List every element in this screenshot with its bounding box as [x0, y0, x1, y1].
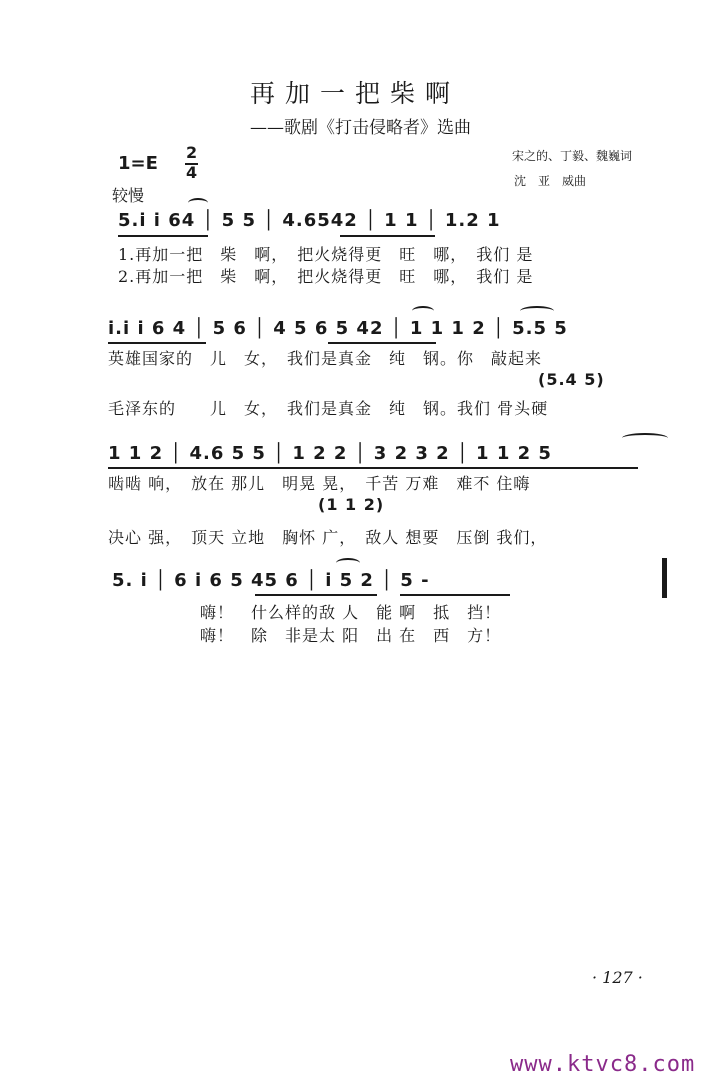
notation-line-4: 5. i │ 6 i 6 5 45 6 │ i 5 2 │ 5 - — [112, 570, 430, 591]
lyric-verse-1: 1.再加一把 柴 啊， 把火烧得更 旺 哪， 我们 是 — [118, 245, 534, 264]
page-title: 再加一把柴啊 — [249, 79, 460, 108]
composer-credit: 沈 亚 威曲 — [514, 174, 587, 188]
tie-slur — [188, 198, 208, 208]
alt-notes: (5.4 5) — [538, 370, 605, 389]
alt-notes: (1 1 2) — [318, 495, 385, 514]
notation-line-3: 1 1 2 │ 4.6 5 5 │ 1 2 2 │ 3 2 3 2 │ 1 1 2 5 — [108, 443, 552, 464]
underline-beat — [340, 235, 435, 237]
final-barline — [662, 558, 667, 598]
time-signature-denominator: 4 — [186, 163, 198, 182]
tie-slur — [336, 558, 360, 568]
notation-line-1: 5.i i 64 │ 5 5 │ 4.6542 │ 1 1 │ 1.2 1 — [118, 210, 501, 231]
tie-slur — [520, 306, 554, 316]
watermark-logo: www.ktvc8.com — [510, 1052, 696, 1077]
underline-beat — [400, 594, 510, 596]
time-signature-numerator: 2 — [186, 143, 198, 162]
lyricist-credit: 宋之的、丁毅、魏巍词 — [512, 149, 633, 163]
page-number: · 127 · — [592, 968, 643, 987]
lyric-verse-1: 嗨！ 什么样的敌 人 能 啊 抵 挡！ — [200, 603, 502, 622]
lyric-verse-2: 嗨！ 除 非是太 阳 出 在 西 方！ — [200, 626, 502, 645]
lyric-verse-1: 英雄国家的 儿 女， 我们是真金 纯 钢。你 敲起来 — [108, 349, 543, 368]
lyric-verse-2: 毛泽东的 儿 女， 我们是真金 纯 钢。我们 骨头硬 — [108, 399, 549, 418]
underline-beat — [108, 342, 206, 344]
notation-line-2: i.i i 6 4 │ 5 6 │ 4 5 6 5 42 │ 1 1 1 2 │ 5.5 5 — [108, 318, 568, 339]
underline-beat — [328, 342, 436, 344]
underline-beat — [118, 235, 208, 237]
key-signature: 1=E — [118, 153, 158, 174]
lyric-verse-2: 决心 强， 顶天 立地 胸怀 广， 敌人 想要 压倒 我们， — [108, 528, 548, 547]
underline-beat — [255, 594, 377, 596]
page-subtitle: ——歌剧《打击侵略者》选曲 — [250, 118, 471, 138]
tie-slur — [622, 433, 668, 443]
tempo-marking: 较慢 — [112, 186, 145, 205]
lyric-verse-2: 2.再加一把 柴 啊， 把火烧得更 旺 哪， 我们 是 — [118, 267, 534, 286]
underline-beat — [108, 467, 638, 469]
lyric-verse-1: 啮啮 响， 放在 那儿 明晃 晃， 千苦 万难 难不 住嗨 — [108, 474, 531, 493]
tie-slur — [412, 306, 434, 316]
